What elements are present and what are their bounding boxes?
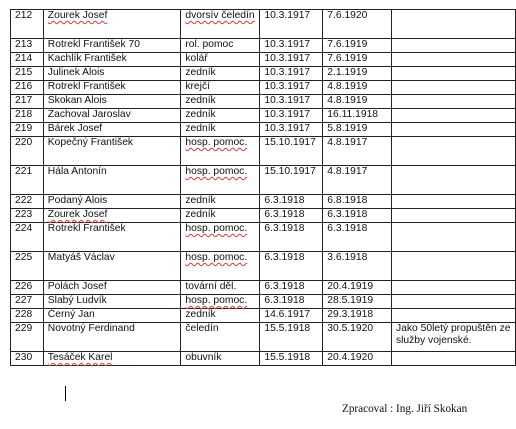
cell-note [392,95,516,109]
cell-name: Novotný Ferdinand [43,323,181,352]
cell-number: 222 [11,195,44,209]
table-row [11,195,516,209]
cell-occupation: tovární děl. [181,281,260,295]
cell-name: Matyáš Václav [43,252,181,281]
cell-number: 216 [11,81,44,95]
cell-date-out: 28.5.1919 [323,295,392,309]
cell-date-out: 7.6.1920 [323,10,392,39]
cell-number: 214 [11,53,44,67]
cell-date-out: 4.8.1919 [323,81,392,95]
cell-note [392,209,516,223]
cell-note [392,53,516,67]
cell-date-in: 6.3.1918 [260,252,323,281]
table-row [11,123,516,137]
cell-occupation: krejčí [181,81,260,95]
cell-name: Kopečný František [43,137,181,166]
cell-occupation: dvorsív čeledín [181,10,260,39]
cell-occupation: hosp. pomoc. [181,295,260,309]
footer-credit: Zpracoval : Ing. Jiří Skokan [342,403,468,415]
cell-number: 212 [11,10,44,39]
cell-name: Slabý Ludvík [43,295,181,309]
table-row [11,252,516,281]
table-row [11,95,516,109]
cell-date-out: 7.6.1919 [323,53,392,67]
table-row [11,209,516,223]
cell-date-out: 7.6.1919 [323,39,392,53]
cell-date-out: 5.8.1919 [323,123,392,137]
cell-date-in: 10.3.1917 [260,67,323,81]
cell-note [392,39,516,53]
cell-occupation: zedník [181,123,260,137]
cell-number: 219 [11,123,44,137]
cell-date-in: 10.3.1917 [260,123,323,137]
cell-note [392,352,516,366]
cell-date-in: 10.3.1917 [260,10,323,39]
cell-date-out: 16.11.1918 [323,109,392,123]
cell-name: Tesáček Karel [43,352,181,366]
cell-number: 217 [11,95,44,109]
cell-number: 223 [11,209,44,223]
cell-date-out: 4.8.1917 [323,137,392,166]
cell-note [392,166,516,195]
cell-name: Hála Antonín [43,166,181,195]
text-cursor [65,386,66,401]
table-row [11,137,516,166]
cell-date-out: 20.4.1920 [323,352,392,366]
cell-name: Bárek Josef [43,123,181,137]
cell-date-in: 15.5.1918 [260,323,323,352]
cell-note [392,81,516,95]
cell-date-out: 6.8.1918 [323,195,392,209]
cell-date-out: 4.8.1919 [323,95,392,109]
cell-date-out: 2.1.1919 [323,67,392,81]
table-row [11,10,516,39]
cell-note [392,295,516,309]
table-row [11,39,516,53]
cell-note [392,109,516,123]
cell-name: Polách Josef [43,281,181,295]
cell-date-out: 20.4.1919 [323,281,392,295]
table-row [11,281,516,295]
cell-date-in: 6.3.1918 [260,223,323,252]
cell-number: 226 [11,281,44,295]
cell-date-in: 10.3.1917 [260,53,323,67]
cell-note [392,123,516,137]
cell-number: 228 [11,309,44,323]
cell-number: 218 [11,109,44,123]
cell-date-out: 3.6.1918 [323,252,392,281]
cell-date-in: 6.3.1918 [260,281,323,295]
cell-occupation: hosp. pomoc. [181,252,260,281]
cell-name: Zourek Josef [43,10,181,39]
table-row [11,81,516,95]
cell-occupation: zedník [181,67,260,81]
cell-occupation: zedník [181,309,260,323]
cell-occupation: zedník [181,195,260,209]
cell-name: Černý Jan [43,309,181,323]
cell-occupation: hosp. pomoc. [181,223,260,252]
cell-number: 215 [11,67,44,81]
cell-number: 224 [11,223,44,252]
cell-note [392,309,516,323]
table-row [11,223,516,252]
table-row [11,352,516,366]
table-row [11,295,516,309]
cell-number: 230 [11,352,44,366]
cell-name: Zourek Josef [43,209,181,223]
cell-date-in: 10.3.1917 [260,39,323,53]
cell-number: 221 [11,166,44,195]
cell-note: Jako 50letý propuštěn ze služby vojenské. [392,323,516,352]
cell-occupation: čeledín [181,323,260,352]
cell-number: 227 [11,295,44,309]
cell-date-in: 6.3.1918 [260,195,323,209]
cell-note [392,223,516,252]
table-row [11,309,516,323]
cell-name: Rotrekl František [43,223,181,252]
cell-number: 225 [11,252,44,281]
cell-occupation: kolář [181,53,260,67]
cell-number: 229 [11,323,44,352]
table-row [11,166,516,195]
cell-note [392,67,516,81]
cell-date-in: 6.3.1918 [260,295,323,309]
register-table [10,9,516,366]
cell-occupation: hosp. pomoc. [181,166,260,195]
cell-name: Rotrekl František 70 [43,39,181,53]
cell-number: 213 [11,39,44,53]
cell-name: Podaný Alois [43,195,181,209]
cell-occupation: zedník [181,209,260,223]
cell-date-out: 6.3.1918 [323,223,392,252]
cell-date-out: 30.5.1920 [323,323,392,352]
table-row [11,67,516,81]
cell-date-in: 15.10.1917 [260,137,323,166]
cell-note [392,195,516,209]
cell-note [392,252,516,281]
cell-date-in: 10.3.1917 [260,81,323,95]
cell-name: Julinek Alois [43,67,181,81]
cell-date-in: 15.10.1917 [260,166,323,195]
cell-occupation: hosp. pomoc. [181,137,260,166]
cell-name: Zachoval Jaroslav [43,109,181,123]
table-row [11,323,516,352]
cell-date-in: 6.3.1918 [260,209,323,223]
cell-number: 220 [11,137,44,166]
cell-name: Skokan Alois [43,95,181,109]
cell-date-in: 10.3.1917 [260,95,323,109]
cell-date-out: 4.8.1917 [323,166,392,195]
table-row [11,53,516,67]
cell-occupation: zedník [181,109,260,123]
cell-occupation: obuvník [181,352,260,366]
cell-occupation: rol. pomoc [181,39,260,53]
cell-name: Kachlík František [43,53,181,67]
cell-occupation: zedník [181,95,260,109]
cell-date-out: 29.3.1918 [323,309,392,323]
cell-note [392,137,516,166]
table-row [11,109,516,123]
cell-date-in: 14.6.1917 [260,309,323,323]
cell-date-in: 10.3.1917 [260,109,323,123]
cell-name: Rotrekl František [43,81,181,95]
cell-note [392,10,516,39]
cell-date-out: 6.3.1918 [323,209,392,223]
cell-date-in: 15.5.1918 [260,352,323,366]
cell-note [392,281,516,295]
